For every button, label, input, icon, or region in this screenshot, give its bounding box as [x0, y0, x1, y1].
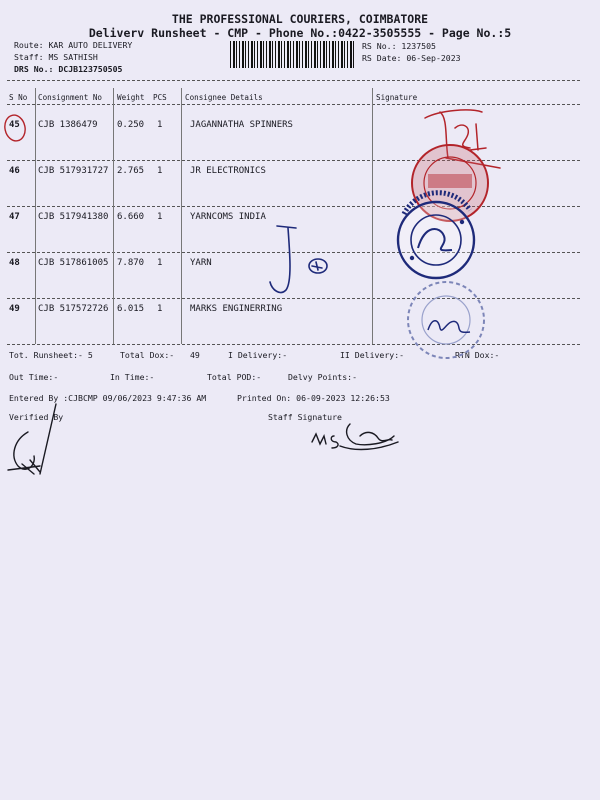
staff-signature: [312, 424, 398, 449]
row-sno: 48: [9, 258, 20, 268]
route-label: Route: KAR AUTO DELIVERY: [14, 40, 133, 50]
total-dox-label: Total Dox:-: [120, 350, 175, 360]
staff-signature-label: Staff Signature: [268, 412, 342, 422]
total-dox-value: 49: [190, 350, 200, 360]
tot-runsheet: Tot. Runsheet:- 5: [9, 350, 93, 360]
rtn-dox: RTN Dox:-: [455, 350, 500, 360]
row-consignee: YARNCOMS INDIA: [190, 212, 266, 222]
total-pod: Total POD:-: [207, 372, 262, 382]
row-sno: 49: [9, 304, 20, 314]
i-delivery: I Delivery:-: [228, 350, 288, 360]
ii-delivery: II Delivery:-: [340, 350, 405, 360]
row-consignment: CJB 517572726: [38, 304, 109, 314]
rs-number: RS No.: 1237505: [362, 41, 436, 51]
row-sno: 47: [9, 212, 20, 222]
marks-stamp-icon: [408, 282, 484, 358]
out-time: Out Time:-: [9, 372, 59, 382]
entered-by: Entered By :CJBCMP 09/06/2023 9:47:36 AM: [9, 393, 207, 403]
row-pcs: 1: [157, 120, 163, 130]
printed-on: Printed On: 06-09-2023 12:26:53: [237, 393, 390, 403]
row-consignment: CJB 517931727: [38, 166, 109, 176]
delvy-points: Delvy Points:-: [288, 372, 358, 382]
row-sno: 46: [9, 166, 20, 176]
row-pcs: 1: [157, 212, 163, 222]
in-time: In Time:-: [110, 372, 155, 382]
company-title: THE PROFESSIONAL COURIERS, COIMBATORE: [171, 12, 429, 26]
row-weight: 7.870: [117, 258, 145, 268]
row-pcs: 1: [157, 304, 163, 314]
handwritten-jo: [270, 226, 327, 292]
row-weight: 6.015: [117, 304, 145, 314]
row-consignment: CJB 517941380: [38, 212, 109, 222]
col-header-consignee: Consignee Details: [185, 93, 263, 102]
rs-date: RS Date: 06-Sep-2023: [362, 53, 461, 63]
row-consignment: CJB 517861005: [38, 258, 109, 268]
row-consignment: CJB 1386479: [38, 120, 98, 130]
verified-signature: [8, 404, 56, 474]
drs-number: DRS No.: DCJB123750505: [14, 64, 123, 74]
row-consignee: YARN: [190, 258, 212, 268]
runsheet-subtitle: Deliverv Runsheet - CMP - Phone No.:0422-3505555 - Page No.:5: [88, 26, 512, 40]
row-weight: 2.765: [117, 166, 145, 176]
row-consignee: JR ELECTRONICS: [190, 166, 266, 176]
row-consignee: JAGANNATHA SPINNERS: [190, 120, 293, 130]
row-weight: 6.660: [117, 212, 145, 222]
row-sno: 45: [9, 120, 20, 130]
col-header-signature: Signature: [376, 93, 418, 102]
staff-label: Staff: MS SATHISH: [14, 52, 98, 62]
row-consignee: MARKS ENGINERRING: [190, 304, 283, 314]
row-weight: 0.250: [117, 120, 145, 130]
row-pcs: 1: [157, 166, 163, 176]
col-header-weight: Weight: [117, 93, 145, 102]
red-circle-mark: [3, 113, 28, 143]
row-pcs: 1: [157, 258, 163, 268]
verified-by-label: Verified By: [9, 412, 64, 422]
col-header-consignment: Consignment No: [38, 93, 103, 102]
col-header-pcs: PCS: [153, 93, 167, 102]
col-header-sno: S No: [9, 93, 28, 102]
